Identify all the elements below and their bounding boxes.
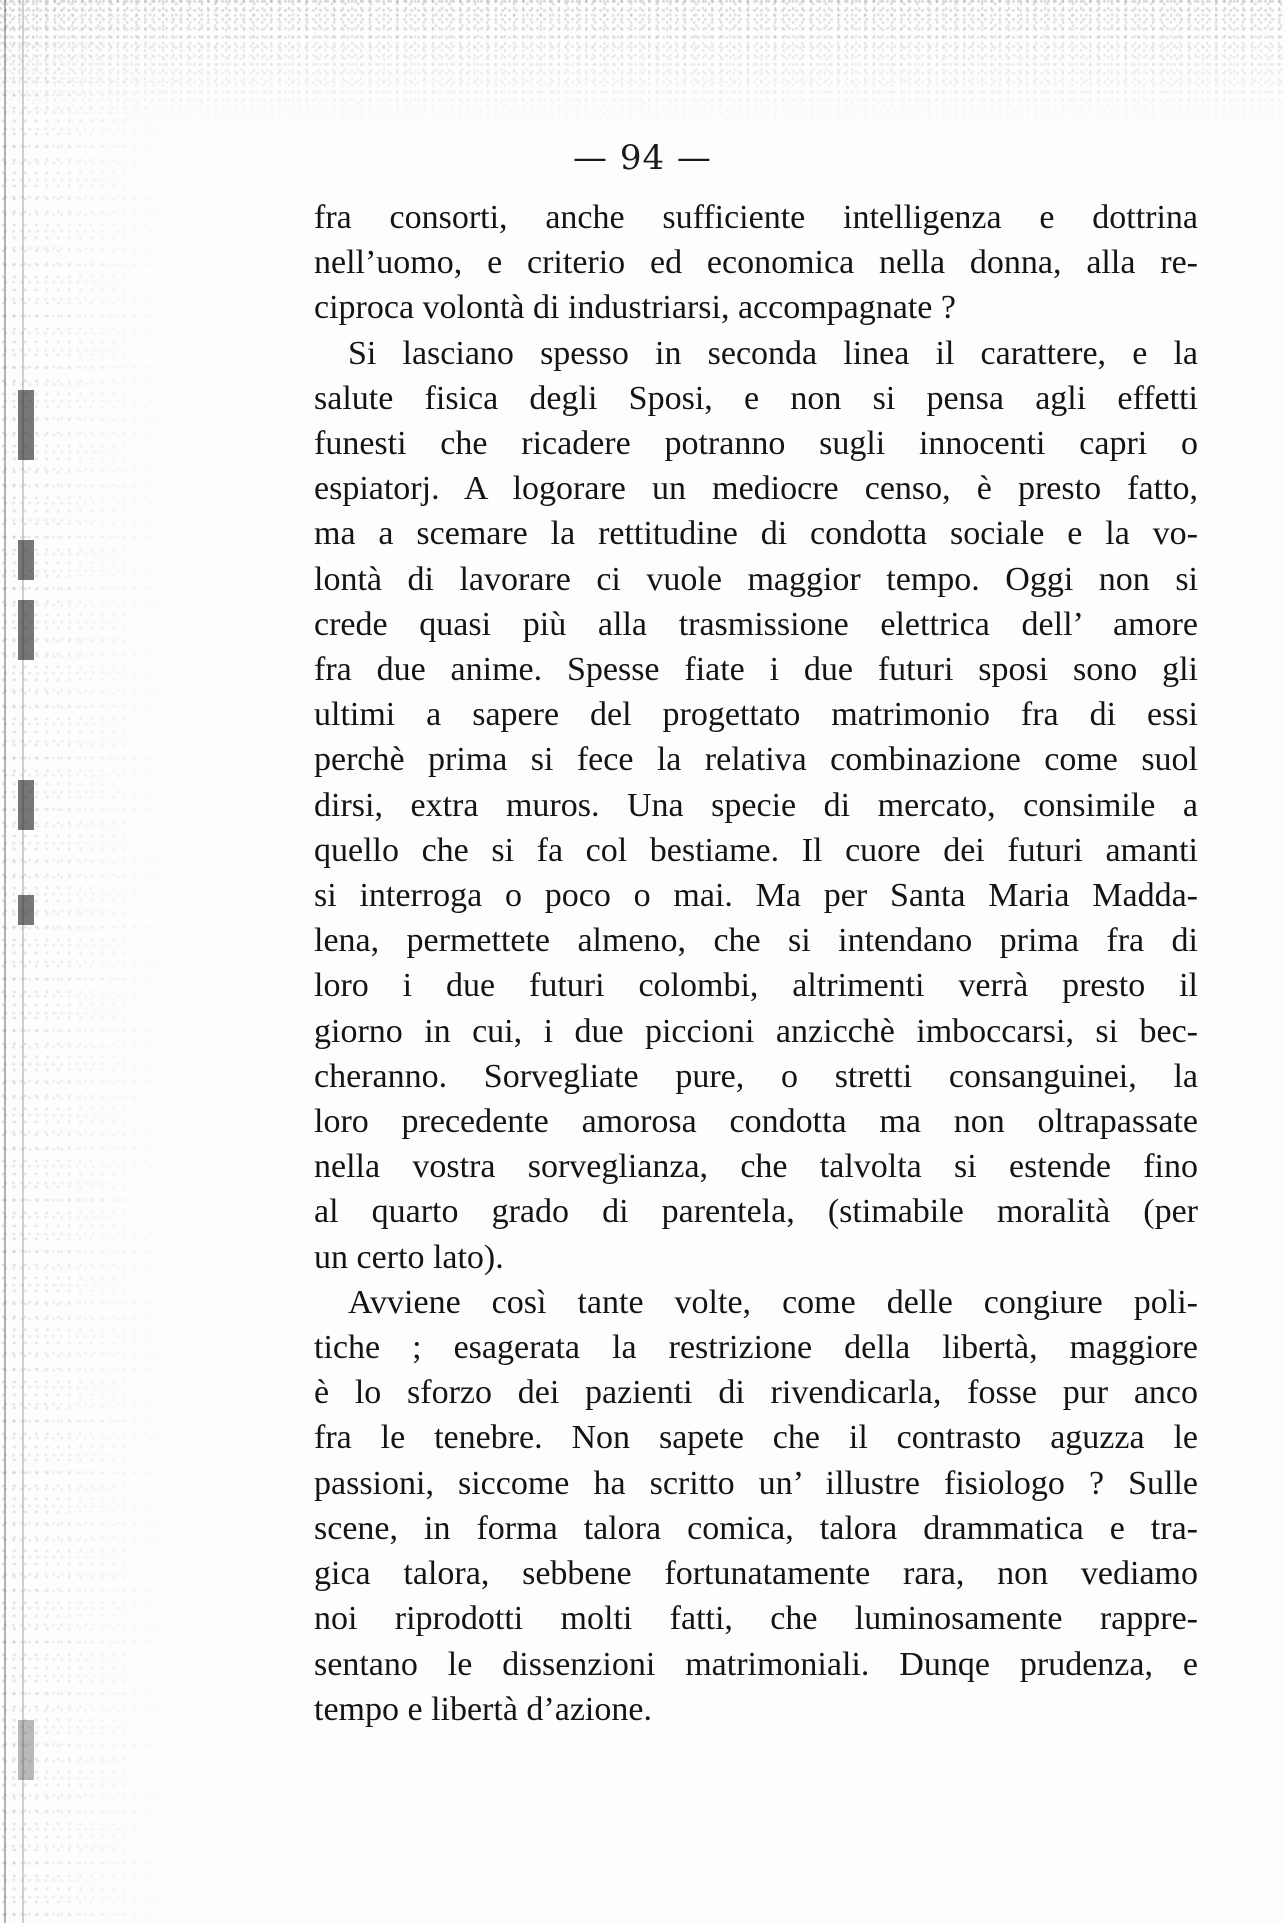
text-line: loro i due futuri colombi, altrimenti verrà presto il: [314, 967, 1198, 1005]
text-line: crede quasi più alla trasmissione elettrica dell’ amore: [314, 605, 1198, 643]
text-line: si interroga o poco o mai. Ma per Santa Maria Madda-: [314, 877, 1198, 915]
paragraph-start-line: Avviene così tante volte, come delle congiure poli-: [348, 1283, 1198, 1321]
scan-edge-mark: [18, 600, 34, 660]
text-line: ma a scemare la rettitudine di condotta sociale e la vo-: [314, 515, 1198, 553]
text-line: noi riprodotti molti fatti, che luminosamente rappre-: [314, 1600, 1198, 1638]
scan-edge-mark: [18, 780, 34, 830]
text-line: tempo e libertà d’azione.: [314, 1690, 652, 1728]
text-line: quello che si fa col bestiame. Il cuore dei futuri amanti: [314, 831, 1198, 869]
text-line: cheranno. Sorvegliate pure, o stretti consanguinei, la: [314, 1057, 1198, 1095]
scan-noise-left: [0, 0, 190, 1923]
text-line: al quarto grado di parentela, (stimabile moralità (per: [314, 1193, 1198, 1231]
text-line: salute fisica degli Sposi, e non si pensa agli effetti: [314, 379, 1198, 417]
text-line: giorno in cui, i due piccioni anzicchè imboccarsi, si bec-: [314, 1012, 1198, 1050]
text-line: nell’uomo, e criterio ed economica nella donna, alla re-: [314, 244, 1198, 282]
text-line: lena, permettete almeno, che si intendano prima fra di: [314, 922, 1198, 960]
text-line: sentano le dissenzioni matrimoniali. Dunqe prudenza, e: [314, 1645, 1198, 1683]
text-line: dirsi, extra muros. Una specie di mercato, consimile a: [314, 786, 1198, 824]
text-line: fra due anime. Spesse fiate i due futuri sposi sono gli: [314, 651, 1198, 689]
text-line: ciproca volontà di industriarsi, accompagnate ?: [314, 289, 956, 327]
scan-edge-mark: [18, 540, 34, 580]
scan-edge-line: [4, 0, 6, 1923]
text-line: tiche ; esagerata la restrizione della libertà, maggiore: [314, 1329, 1198, 1367]
text-line: perchè prima si fece la relativa combinazione come suol: [314, 741, 1198, 779]
scan-noise-top: [0, 0, 1285, 130]
text-line: funesti che ricadere potranno sugli innocenti capri o: [314, 425, 1198, 463]
text-line: fra le tenebre. Non sapete che il contrasto aguzza le: [314, 1419, 1198, 1457]
body-text: [314, 195, 1198, 1732]
page-number: — 94 —: [573, 138, 712, 178]
text-line: lontà di lavorare ci vuole maggior tempo. Oggi non si: [314, 560, 1198, 598]
text-line: un certo lato).: [314, 1238, 504, 1276]
scan-edge-mark: [18, 895, 34, 925]
text-line: espiatorj. A logorare un mediocre censo, è presto fatto,: [314, 470, 1198, 508]
scan-edge-mark: [18, 1720, 34, 1780]
paragraph-start-line: Si lasciano spesso in seconda linea il carattere, e la: [348, 334, 1198, 372]
scan-edge-mark: [18, 390, 34, 460]
text-line: fra consorti, anche sufficiente intelligenza e dottrina: [314, 199, 1198, 236]
scan-edge-line: [22, 0, 24, 1923]
text-line: è lo sforzo dei pazienti di rivendicarla, fosse pur anco: [314, 1374, 1198, 1412]
text-line: passioni, siccome ha scritto un’ illustre fisiologo ? Sulle: [314, 1464, 1198, 1502]
text-line: gica talora, sebbene fortunatamente rara, non vediamo: [314, 1555, 1198, 1593]
text-line: nella vostra sorveglianza, che talvolta si estende fino: [314, 1148, 1198, 1186]
text-line: loro precedente amorosa condotta ma non oltrapassate: [314, 1103, 1198, 1141]
text-line: scene, in forma talora comica, talora drammatica e tra-: [314, 1509, 1198, 1547]
text-line: ultimi a sapere del progettato matrimonio fra di essi: [314, 696, 1198, 734]
